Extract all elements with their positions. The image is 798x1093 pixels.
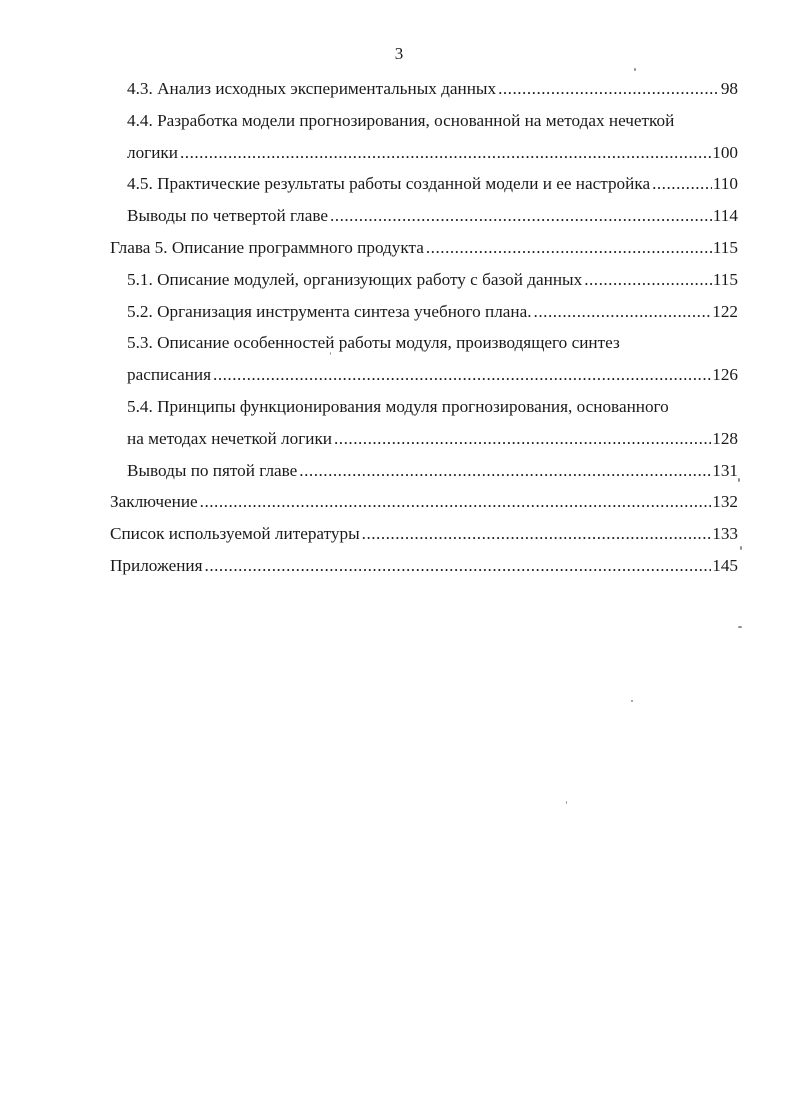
toc-entry-title: 5.4. Принципы функционирования модуля прогнозирования, основанного	[127, 396, 669, 416]
scan-speck	[566, 801, 567, 804]
toc-entry-title: Выводы по пятой главе	[127, 460, 298, 480]
toc-entry-chapter-5[interactable]	[110, 232, 738, 264]
toc-entry-title: 4.5. Практические результаты работы созданной модели и ее настройка	[127, 174, 651, 194]
toc-entry-title: на методах нечеткой логики	[127, 428, 332, 448]
toc-leader-dots	[205, 550, 712, 582]
scan-speck	[631, 700, 633, 702]
toc-entry-page: 115	[712, 269, 738, 289]
toc-entry-title: 5.3. Описание особенностей работы модуля, производящего синтез	[127, 333, 620, 353]
toc-entry-page: 110	[712, 174, 738, 194]
toc-entry-page: 133	[712, 524, 738, 544]
toc-entry-conclusion[interactable]	[110, 486, 738, 518]
toc-entry-page: 115	[712, 237, 738, 257]
toc-entry-5-4[interactable]	[110, 391, 738, 423]
toc-entry-5-4-continued[interactable]	[110, 423, 738, 455]
toc-entry-page: 98	[720, 79, 738, 98]
toc-entry-4-5[interactable]	[110, 168, 738, 200]
toc-entry-conclusions-ch5[interactable]	[110, 455, 738, 487]
toc-entry-title: 5.2. Организация инструмента синтеза учебного плана.	[127, 301, 532, 321]
toc-entry-5-1[interactable]	[110, 264, 738, 296]
toc-leader-dots	[362, 518, 712, 550]
toc-entry-title: Приложения	[110, 555, 203, 575]
toc-leader-dots	[498, 73, 720, 105]
toc-entry-page: 122	[712, 301, 738, 321]
toc-entry-page: 126	[712, 365, 738, 385]
toc-leader-dots	[334, 423, 711, 455]
toc-leader-dots	[180, 137, 711, 169]
toc-leader-dots	[584, 264, 712, 296]
toc-entry-references[interactable]	[110, 518, 738, 550]
toc-entry-title: 5.1. Описание модулей, организующих работу с базой данных	[127, 269, 583, 289]
toc-entry-5-3-continued[interactable]	[110, 359, 738, 391]
toc-entry-title: Список используемой литературы	[110, 524, 360, 544]
toc-entry-page: 114	[712, 206, 738, 226]
scan-speck	[740, 546, 742, 550]
toc-entry-page: 131	[712, 460, 738, 480]
toc-leader-dots	[426, 232, 712, 264]
toc-leader-dots	[534, 296, 712, 328]
toc-entry-page: 145	[712, 555, 738, 575]
toc-entry-page: 100	[712, 142, 738, 162]
toc-entry-title: 4.4. Разработка модели прогнозирования, основанной на методах нечеткой	[127, 110, 675, 130]
toc-entry-4-3[interactable]	[110, 73, 738, 105]
toc-entry-page: 128	[712, 428, 738, 448]
toc-entry-conclusions-ch4[interactable]	[110, 200, 738, 232]
page-number: 3	[394, 44, 404, 63]
toc-entry-5-2[interactable]	[110, 296, 738, 328]
toc-entry-title: Выводы по четвертой главе	[127, 206, 328, 226]
toc-leader-dots	[213, 359, 711, 391]
toc-entry-4-4-continued[interactable]	[110, 137, 738, 169]
toc-entry-page: 132	[712, 492, 738, 512]
scan-speck	[738, 626, 742, 628]
toc-entry-appendices[interactable]	[110, 550, 738, 582]
toc-entry-title: Заключение	[110, 492, 198, 512]
toc-leader-dots	[200, 486, 712, 518]
toc-entry-4-4[interactable]	[110, 105, 738, 137]
toc-entry-title: логики	[127, 142, 178, 162]
toc-entry-5-3[interactable]	[110, 327, 738, 359]
scan-speck	[738, 478, 740, 482]
toc-leader-dots	[330, 200, 712, 232]
toc-leader-dots	[299, 455, 711, 487]
toc-entry-title: 4.3. Анализ исходных экспериментальных данных	[127, 79, 497, 98]
scan-speck	[330, 352, 331, 355]
scan-speck	[634, 68, 636, 71]
table-of-contents	[110, 73, 738, 582]
toc-leader-dots	[652, 168, 712, 200]
toc-entry-title: расписания	[127, 365, 212, 385]
toc-entry-title: Глава 5. Описание программного продукта	[110, 237, 424, 257]
